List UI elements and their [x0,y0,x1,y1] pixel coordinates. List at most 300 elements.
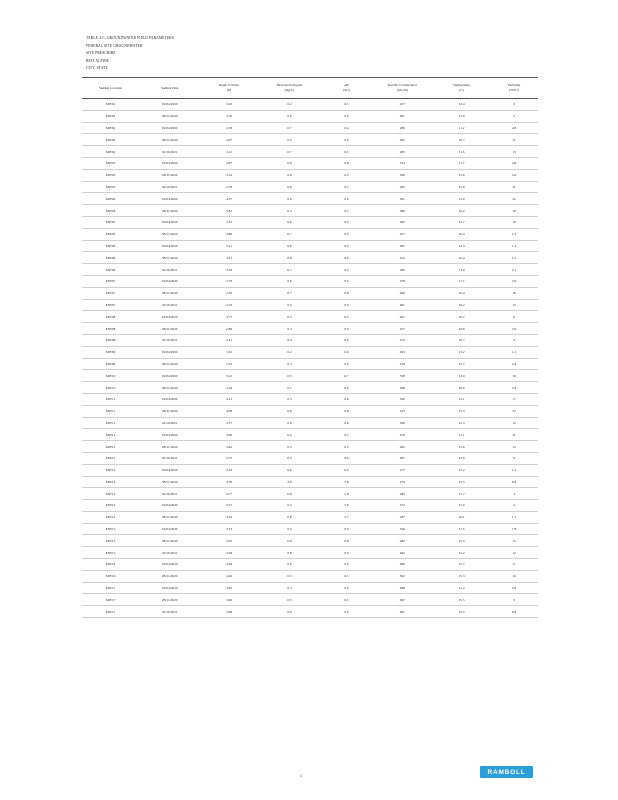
column-header-label: Depth to Water [218,83,240,87]
table-cell: MW13 [105,479,116,484]
table-cell: 0.8 [287,409,292,414]
table-row [82,99,538,111]
table-cell: 3 [513,102,515,107]
table-cell: MW03 [105,161,116,166]
column-header [82,78,139,99]
table-cell: 0.9 [287,173,292,178]
table-cell: 499 [399,291,405,296]
table-cell: MW07 [105,302,116,307]
table-cell: 11 [512,456,516,461]
table-cell: 6.5 [344,562,349,567]
table-cell: 502 [399,574,405,579]
table-cell: 5.8 [344,479,349,484]
table-cell: 6.6 [344,350,349,355]
table-cell: 492 [399,550,405,555]
table-cell: 4.28 [226,562,233,567]
table-cell: 6.6 [344,456,349,461]
table-cell: 6.5 [344,243,349,248]
table-cell: 02/16/2021 [162,267,178,272]
table-cell: 478 [399,279,405,284]
table-cell: 02/04/2020 [162,468,178,473]
table-cell: 283 [399,491,405,496]
table-cell: 514 [399,161,405,166]
page-number: 1 [300,773,302,778]
table-cell: 492 [399,137,405,142]
table-cell: 6.5 [344,586,349,591]
table-cell: 16.4 [458,291,465,296]
column-header-label: Sample Date [161,85,179,90]
table-cell: 02/04/2020 [162,586,178,591]
table-cell: 12 [512,420,516,425]
table-cell: 5.8 [511,385,517,390]
table-cell: 6.5 [344,137,349,142]
table-row [82,594,538,606]
table-cell: 0.3 [287,314,292,319]
table-cell: 08/11/2020 [162,385,178,390]
table-row [82,299,538,311]
table-cell: 15.9 [458,456,465,461]
table-cell: 3.33 [226,527,233,532]
table-cell: 15.9 [458,503,465,508]
table-cell: 15.5 [458,479,465,484]
table-cell: 277 [399,468,405,473]
table-cell: 02/04/2020 [162,373,178,378]
table-cell: 523 [399,409,405,414]
table-cell: 02/16/2021 [162,149,178,154]
table-cell: 15.5 [458,609,465,614]
table-cell: 2.58 [226,125,233,130]
table-cell: MW07 [105,291,116,296]
table-cell: 1.1 [511,350,517,355]
table-cell: 3.32 [226,220,233,225]
table-cell: 6.5 [344,173,349,178]
table-cell: 6.6 [344,161,349,166]
table-title: TABLE 4-C. GROUNDWATER FIELD PARAMETERS [86,36,174,40]
table-cell: 17 [512,562,516,567]
table-cell: 08/11/2020 [162,137,178,142]
table-cell: 02/16/2021 [162,184,178,189]
table-cell: 13.9 [458,267,465,272]
table-cell: 488 [399,586,405,591]
table-cell: 6.6 [344,409,349,414]
table-cell: 3.77 [226,314,233,319]
table-cell: 6.5 [344,279,349,284]
table-cell: 457 [399,326,405,331]
table-cell: 02/04/2020 [162,196,178,201]
table-row [82,240,538,252]
table-row [82,334,538,346]
table-cell: MW16 [105,574,116,579]
table-cell: 08/11/2020 [162,114,178,119]
table-cell: MW13 [105,491,116,496]
table-cell: 1.2 [511,232,517,237]
table-row [82,311,538,323]
table-cell: 0.7 [287,291,292,296]
table-cell: MW04 [105,208,116,213]
table-cell: 16.4 [458,255,465,260]
table-cell: 6.5 [344,432,349,437]
table-cell: 472 [399,338,405,343]
table-cell: 6.5 [344,149,349,154]
table-cell: 6.6 [511,479,517,484]
table-cell: 3.68 [226,609,233,614]
table-cell: 492 [399,444,405,449]
table-cell: 6.5 [344,527,349,532]
table-cell: 2.76 [226,302,233,307]
table-cell: 13.4 [458,102,465,107]
site-city: CITY, STATE [86,66,108,71]
column-header [139,78,201,99]
table-cell: 0.7 [287,267,292,272]
table-cell: 3.66 [226,597,233,602]
table-cell: 0.6 [287,220,292,225]
table-cell: 4 [513,503,515,508]
table-cell: 3.62 [226,444,233,449]
table-cell: 500 [399,267,405,272]
table-cell: 23 [512,409,516,414]
table-cell: 02/04/2020 [162,279,178,284]
table-cell: 12 [512,550,516,555]
table-cell: MW17 [105,597,116,602]
table-cell: 461 [399,114,405,119]
table-cell: 6.5 [344,361,349,366]
table-cell: MW06 [105,267,116,272]
table-cell: 02/16/2021 [162,302,178,307]
table-cell: 6.6 [344,196,349,201]
table-cell: 453 [399,255,405,260]
table-cell: 0.7 [287,385,292,390]
table-cell: 08/11/2020 [162,361,178,366]
table-cell: MW02 [105,149,116,154]
table-cell: 483 [399,149,405,154]
table-cell: 3.32 [226,350,233,355]
table-cell: 481 [399,609,405,614]
table-cell: 16 [512,574,516,579]
table-row [82,500,538,512]
table-cell: 15.6 [458,444,465,449]
table-cell: 0.2 [287,350,292,355]
table-row [82,417,538,429]
table-cell: MW14 [105,503,116,508]
table-cell: 3.22 [226,373,233,378]
table-cell: 3.26 [226,515,233,520]
column-header-unit: (uS/cm) [396,88,408,92]
table-cell: 13.9 [458,196,465,201]
table-cell: 08/11/2020 [162,326,178,331]
table-cell: 2 [513,114,515,119]
table-row [82,606,538,618]
table-cell: 02/04/2020 [162,432,178,437]
table-cell: 2.6 [511,586,517,591]
table-body [82,99,538,618]
table-cell: 0.3 [287,361,292,366]
table-cell: 0.5 [287,444,292,449]
table-cell: 467 [399,456,405,461]
table-cell: 13.2 [458,350,465,355]
table-cell: 15 [512,538,516,543]
table-cell: 13 [512,149,516,154]
table-cell: 497 [399,597,405,602]
table-cell: 02/04/2020 [162,125,178,130]
table-cell: 1.3 [511,243,517,248]
table-cell: 0.9 [287,161,292,166]
table-cell: 501 [399,196,405,201]
table-cell: 08/11/2020 [162,444,178,449]
table-cell: 529 [399,397,405,402]
table-row [82,228,538,240]
table-row [82,476,538,488]
table-cell: MW05 [105,232,116,237]
table-cell: 0.7 [287,125,292,130]
table-cell: 3 [513,597,515,602]
table-row [82,110,538,122]
table-cell: 3.6 [511,173,517,178]
table-row [82,287,538,299]
table-cell: 4.57 [226,503,233,508]
table-row [82,441,538,453]
table-cell: 1.2 [511,468,517,473]
table-cell: MW17 [105,586,116,591]
table-cell: 0.6 [287,562,292,567]
table-cell: 481 [399,243,405,248]
table-cell: 6.6 [344,338,349,343]
table-row [82,382,538,394]
table-cell: 287 [399,515,405,520]
table-cell: 2.9 [287,479,292,484]
table-cell: 11.7 [458,279,465,284]
table-cell: 506 [399,173,405,178]
table-row [82,323,538,335]
table-cell: 6.5 [344,314,349,319]
table-cell: 13 [512,444,516,449]
table-cell: MW02 [105,125,116,130]
table-cell: 526 [399,527,405,532]
table-cell: MW15 [105,538,116,543]
table-cell: 22 [512,196,516,201]
table-row [82,393,538,405]
table-cell: 6.5 [344,102,349,107]
table-cell: 2.29 [226,385,233,390]
table-cell: MW09 [105,350,116,355]
table-cell: 0.5 [287,302,292,307]
table-cell: MW16 [105,562,116,567]
table-cell: 6.5 [344,232,349,237]
table-cell: 21 [512,184,516,189]
table-row [82,405,538,417]
table-cell: 6.5 [344,302,349,307]
table-cell: 02/04/2020 [162,503,178,508]
table-row [82,216,538,228]
table-row [82,370,538,382]
table-cell: MW03 [105,184,116,189]
table-cell: MW13 [105,468,116,473]
column-header-label: pH [344,83,349,87]
table-cell: 4 [513,338,515,343]
table-cell: 08/11/2020 [162,255,178,260]
table-cell: 489 [399,562,405,567]
table-cell: 482 [399,220,405,225]
column-header-unit: (NTU) [509,88,519,92]
table-cell: 16 [512,373,516,378]
column-header-unit: (C) [459,88,464,92]
table-cell: 3.02 [226,538,233,543]
table-cell: 6.6 [344,420,349,425]
table-cell: 6.5 [344,220,349,225]
table-cell: 6.7 [344,373,349,378]
table-row [82,264,538,276]
table-row [82,582,538,594]
table-cell: 08/11/2020 [162,232,178,237]
table-cell: MW01 [105,114,116,119]
table-cell: 15.6 [458,173,465,178]
table-cell: 08/11/2020 [162,515,178,520]
table-cell: 0.6 [287,279,292,284]
table-cell: 0.2 [287,102,292,107]
table-cell: 17 [512,397,516,402]
table-cell: 15.1 [458,397,465,402]
table-cell: 486 [399,208,405,213]
table-cell: MW08 [105,338,116,343]
table-cell: 272 [399,503,405,508]
table-cell: 3.37 [226,420,233,425]
table-cell: MW06 [105,255,116,260]
table-cell: 0.4 [287,338,292,343]
table-cell: MW07 [105,279,116,284]
table-cell: 5.7 [344,515,349,520]
table-cell: 6.5 [344,326,349,331]
column-header [490,78,538,99]
table-cell: 0.8 [287,184,292,189]
table-header-block [86,35,174,73]
table-row [82,252,538,264]
table-cell: 492 [399,184,405,189]
table-cell: 16.2 [458,302,465,307]
table-cell: 11.3 [458,527,465,532]
table-cell: 08/11/2020 [162,291,178,296]
table-cell: 3.06 [226,432,233,437]
table-cell: MW15 [105,527,116,532]
table-cell: 3.62 [226,586,233,591]
table-cell: MW10 [105,373,116,378]
table-cell: 478 [399,361,405,366]
table-cell: 0.2 [287,456,292,461]
table-cell: 13.7 [458,361,465,366]
table-cell: 3.9 [511,326,517,331]
table-row [82,547,538,559]
table-cell: 08/11/2020 [162,479,178,484]
table-cell: 0.6 [287,196,292,201]
table-cell: 0.5 [287,527,292,532]
table-cell: 02/16/2021 [162,609,178,614]
table-row [82,570,538,582]
table-cell: 3.75 [226,456,233,461]
table-cell: 0.5 [287,597,292,602]
table-row [82,488,538,500]
table-cell: 3.41 [226,338,233,343]
table-cell: 463 [399,350,405,355]
table-cell: 13.9 [458,373,465,378]
table-cell: 0.5 [287,137,292,142]
table-cell: 02/04/2020 [162,397,178,402]
table-cell: 3 [513,491,515,496]
table-cell: MW01 [105,102,116,107]
table-row [82,523,538,535]
table-cell: 2.1 [511,267,517,272]
table-cell: 506 [399,420,405,425]
table-cell: MW12 [105,444,116,449]
table-cell: 2.8 [511,161,517,166]
table-cell: 15.5 [458,538,465,543]
table-cell: 6.6 [344,385,349,390]
table-cell: MW11 [105,420,116,425]
table-cell: 5.8 [344,491,349,496]
table-row [82,559,538,571]
table-cell: 15.2 [458,550,465,555]
table-cell: 18 [512,291,516,296]
table-cell: 02/16/2021 [162,491,178,496]
table-cell: 7.8 [511,527,517,532]
table-header-row [82,78,538,99]
table-row [82,358,538,370]
table-cell: 6.5 [344,574,349,579]
table-cell: 2.97 [226,137,233,142]
column-header [258,78,322,99]
table-cell: 279 [399,479,405,484]
table-cell: 457 [399,102,405,107]
table-cell: 02/04/2020 [162,220,178,225]
table-cell: 0.3 [287,574,292,579]
column-header-label: Turbidity [507,83,521,87]
table-cell: 6.5 [344,208,349,213]
table-cell: 0.8 [287,243,292,248]
table-cell: 11 [512,137,516,142]
table-cell: 2.4 [511,361,517,366]
table-cell: 0.4 [287,432,292,437]
table-cell: 15.2 [458,586,465,591]
table-cell: 02/16/2021 [162,338,178,343]
table-cell: 6.5 [344,550,349,555]
table-cell: 15.3 [458,420,465,425]
table-cell: 02/04/2020 [162,161,178,166]
table-cell: MW15 [105,550,116,555]
table-cell: 0.5 [287,397,292,402]
site-subtitle: SITE PRESCRIBE [86,51,116,56]
table-cell: MW12 [105,456,116,461]
table-cell: MW11 [105,397,116,402]
table-row [82,122,538,134]
table-cell: 02/04/2020 [162,350,178,355]
table-cell: 457 [399,232,405,237]
table-cell: 14.3 [458,243,465,248]
table-cell: 4.31 [226,397,233,402]
table-cell: 3.32 [226,173,233,178]
table-cell: 6.6 [344,291,349,296]
table-cell: 0.3 [287,208,292,213]
table-cell: 11 [512,314,516,319]
table-cell: 3.20 [226,102,233,107]
table-row [82,205,538,217]
ramboll-logo: RAMBOLL [480,766,533,778]
table-cell: 481 [399,302,405,307]
table-cell: 15.5 [458,597,465,602]
table-cell: 2.89 [226,326,233,331]
table-cell: 4.33 [226,468,233,473]
table-cell: 0.8 [287,515,292,520]
table-cell: 1.5 [511,255,517,260]
table-cell: 15.3 [458,574,465,579]
table-row [82,464,538,476]
table-cell: MW10 [105,385,116,390]
